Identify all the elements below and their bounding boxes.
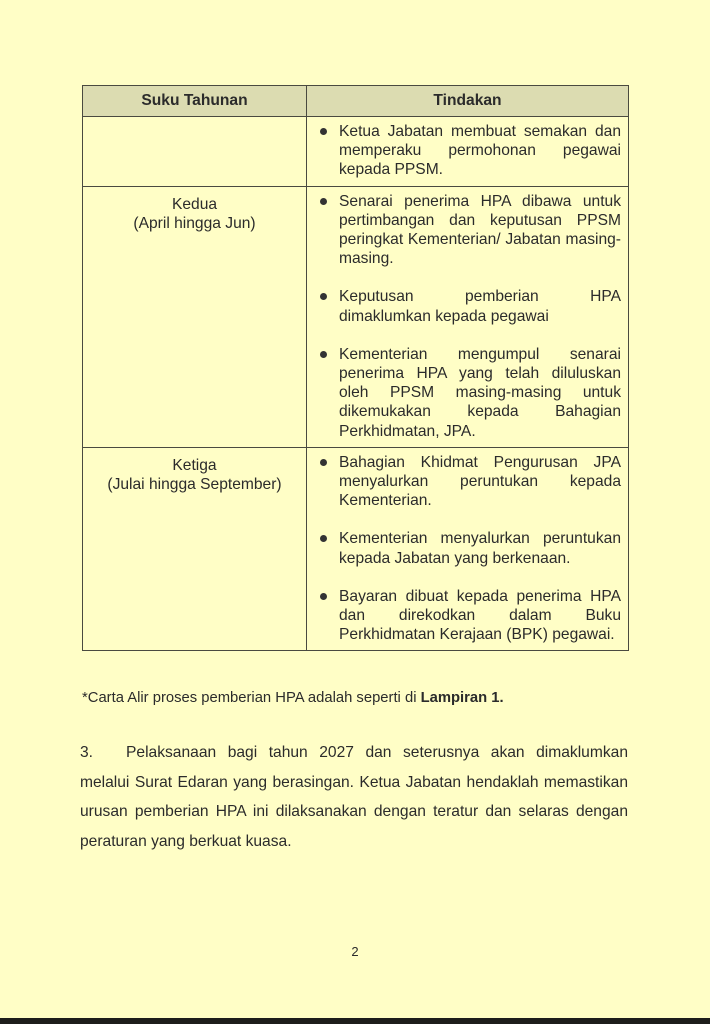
paragraph-text: Pelaksanaan bagi tahun 2027 dan seterusnya akan dimaklumkan melalui Surat Edaran yang berasingan. Ketua Jabatan hendaklah memastikan urusan pemberian HPA ini dilaksanakan dengan teratur dan selaras dengan peraturan yang berkuat kuasa. [80, 744, 628, 850]
footnote-text: *Carta Alir proses pemberian HPA adalah seperti di [82, 690, 421, 706]
action-cell [307, 117, 629, 187]
action-item [315, 345, 621, 441]
action-item [315, 587, 621, 645]
table-row [83, 186, 629, 447]
bullet-icon [320, 459, 327, 466]
action-item [315, 287, 621, 325]
paragraph-number: 3. [80, 744, 94, 761]
bullet-icon [320, 293, 327, 300]
bullet-icon [320, 351, 327, 358]
action-list [315, 192, 621, 441]
action-item [315, 529, 621, 567]
table-header-row [83, 86, 629, 117]
bullet-icon [320, 593, 327, 600]
table-row [83, 117, 629, 187]
quarterly-schedule-table [82, 85, 629, 651]
action-list [315, 122, 621, 180]
action-text: Senarai penerima HPA dibawa untuk pertimbangan dan keputusan PPSM peringkat Kementerian/ Jabatan masing-masing. [339, 192, 621, 268]
footnote [82, 689, 504, 707]
page-number: 2 [351, 944, 359, 959]
paragraph-3 [80, 738, 628, 856]
screen-bottom-edge [0, 1018, 710, 1024]
action-text: Bahagian Khidmat Pengurusan JPA menyalurkan peruntukan kepada Kementerian. [339, 453, 621, 510]
header-tindakan: Tindakan [307, 86, 629, 117]
period-name: Ketiga [172, 456, 217, 474]
action-text: Kementerian menyalurkan peruntukan kepada Jabatan yang berkenaan. [339, 530, 621, 567]
action-list [315, 453, 621, 645]
action-cell [307, 186, 629, 447]
action-item [315, 192, 621, 269]
action-text: Kementerian mengumpul senarai penerima HPA yang telah diluluskan oleh PPSM masing-masing untuk dikemukakan kepada Bahagian Perkhidmatan, JPA. [339, 345, 621, 440]
period-cell [83, 117, 307, 187]
period-range: (Julai hingga September) [107, 476, 282, 494]
bullet-icon [320, 198, 327, 205]
action-item [315, 122, 621, 180]
action-item [315, 453, 621, 511]
table-row [83, 447, 629, 651]
header-suku-tahunan: Suku Tahunan [83, 86, 307, 117]
action-cell [307, 447, 629, 651]
footnote-reference: Lampiran 1. [420, 690, 504, 706]
action-text: Bayaran dibuat kepada penerima HPA dan direkodkan dalam Buku Perkhidmatan Kerajaan (BPK) pegawai. [339, 587, 621, 644]
period-cell [83, 186, 307, 447]
period-range: (April hingga Jun) [133, 214, 256, 232]
action-text: Ketua Jabatan membuat semakan dan memperaku permohonan pegawai kepada PPSM. [339, 123, 621, 179]
period-cell [83, 447, 307, 651]
bullet-icon [320, 535, 327, 542]
action-text: Keputusan pemberian HPA dimaklumkan kepada pegawai [339, 288, 621, 325]
period-name: Kedua [171, 195, 218, 213]
bullet-icon [320, 128, 327, 135]
